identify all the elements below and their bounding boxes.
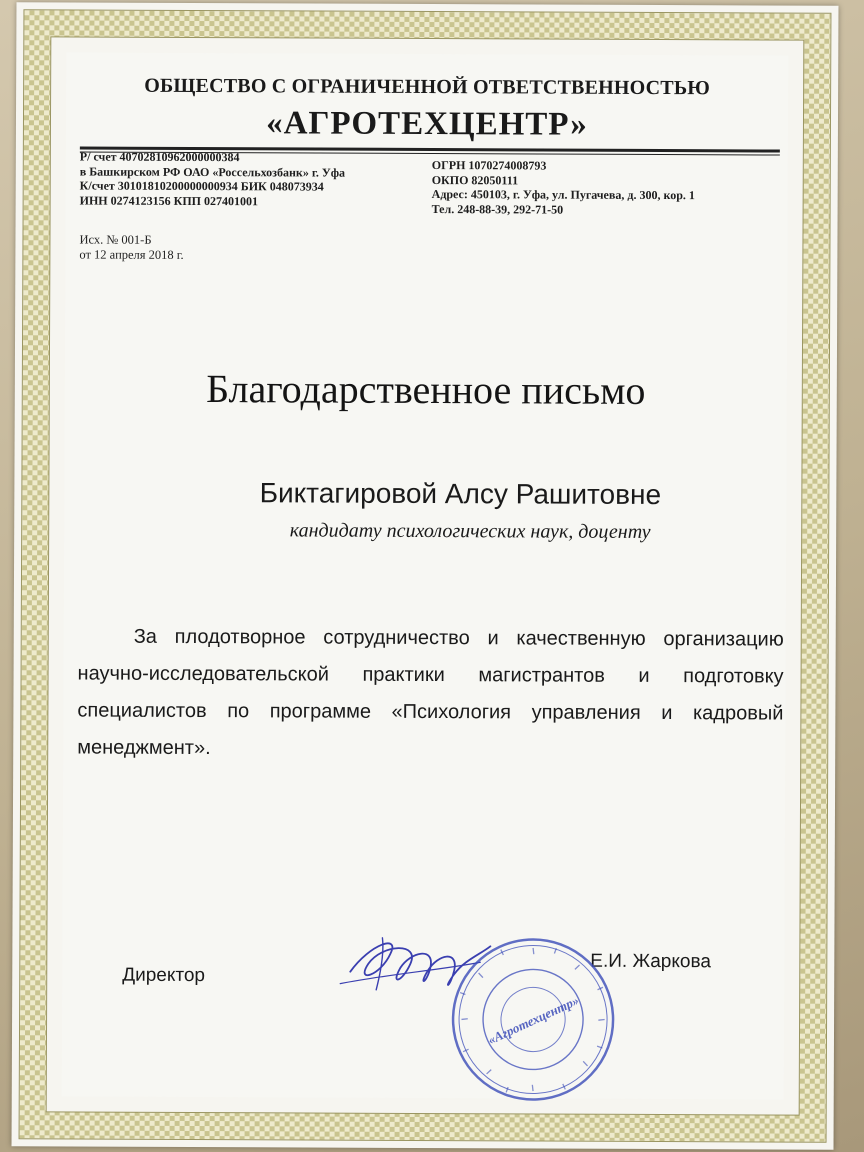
signatory-position: Директор: [122, 964, 206, 987]
requisite-line: К/счет 30101810200000000934 БИК 048073934: [79, 178, 324, 194]
letter-sheet: [12, 2, 839, 1150]
signatory-name: Е.И. Жаркова: [590, 950, 711, 973]
org-type: ОБЩЕСТВО С ОГРАНИЧЕННОЙ ОТВЕТСТВЕННОСТЬЮ: [144, 74, 711, 100]
recipient-title: кандидату психологических наук, доценту: [289, 519, 651, 543]
requisite-line: Р/ счет 40702810962000000384: [79, 149, 240, 165]
letter-body: За плодотворное сотрудничество и качественную организацию научно-исследовательской практики магистрантов и подготовку специалистов по программе «Психология управления и кадровый менеджмент».: [77, 625, 784, 760]
requisite-line: ИНН 0274123156 КПП 027401001: [79, 192, 259, 208]
company-requisites: [432, 158, 695, 217]
letter-title: Благодарственное письмо: [206, 366, 646, 413]
reference-number: Исх. № 001-Б: [79, 232, 152, 247]
requisite-line: Адрес: 450103, г. Уфа, ул. Пугачева, д. 300, кор. 1: [431, 187, 695, 203]
org-name: «АГРОТЕХЦЕНТР»: [266, 105, 588, 143]
reference-date: от 12 апреля 2018 г.: [79, 247, 184, 262]
letter-content: [62, 52, 789, 1099]
seal-center-text: «Агротехцентр»: [485, 992, 582, 1048]
requisite-line: Тел. 248-88-39, 292-71-50: [431, 201, 564, 217]
requisite-line: ОКПО 82050111: [431, 172, 519, 187]
requisite-line: в Башкирском РФ ОАО «Россельхозбанк» г. Уфа: [79, 163, 346, 180]
bank-requisites: [80, 149, 346, 208]
outgoing-reference: [79, 232, 183, 262]
requisite-line: ОГРН 1070274008793: [431, 158, 547, 173]
company-seal: [448, 934, 619, 1105]
recipient-name: Биктагировой Алсу Рашитовне: [259, 477, 662, 511]
